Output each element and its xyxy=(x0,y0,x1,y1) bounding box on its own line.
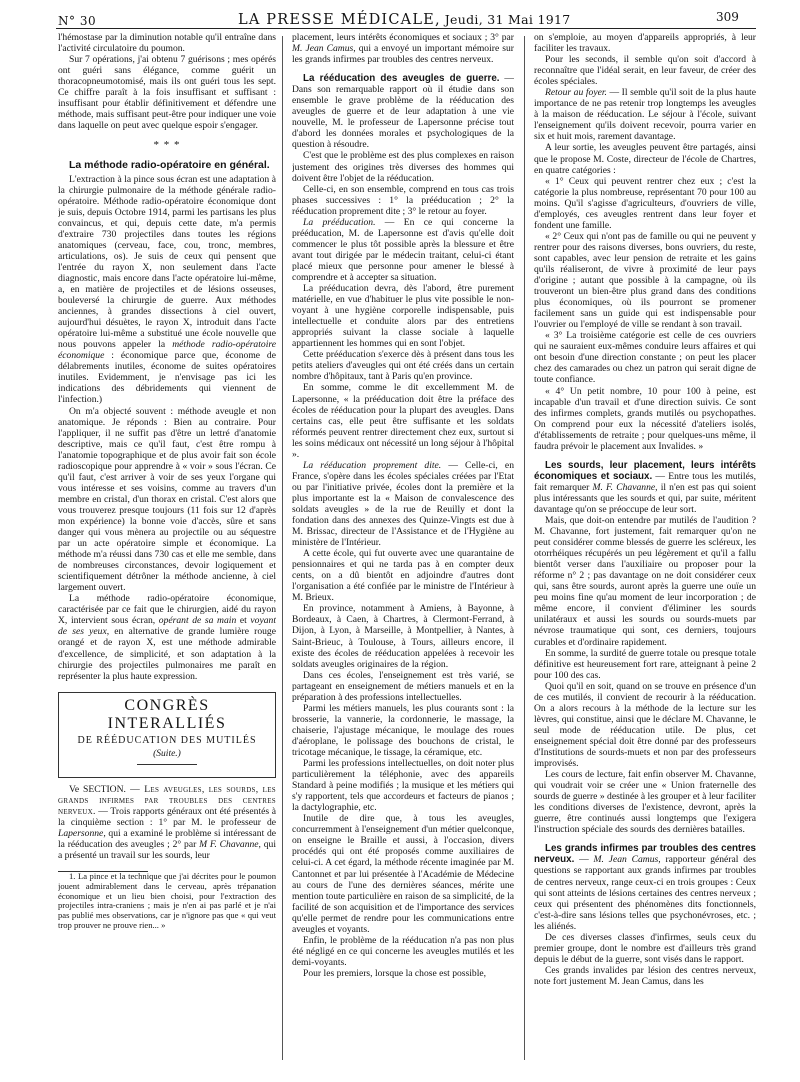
paragraph: La prééducation devra, dès l'abord, être purement matérielle, en vue d'habituer le plus vite possible le non-voyant à une hygiène corporelle indispensable, puis intellectuelle et conduite alors par des entretiens appropriés suivant la classe sociale à laquelle appartiennent les hommes qui en sont l'objet. xyxy=(292,283,514,350)
emphasis: voyant de ses yeux xyxy=(58,615,276,638)
subheading: La prééducation. xyxy=(303,216,376,228)
text: : économique parce que, économe de délabrements inutiles, économe de suites opératoires inutiles. Evidemment, je n'envisage pas ici les indications des débridements qui viennent de l'infection.) xyxy=(58,350,276,406)
text: , en alternative de grande lumière rouge orangé et de rayon X, est une méthode admirable d'excellence, de simplicité, et son adaptation à la chirurgie des projectiles pulmonaires me paraît en représenter la plus haute expression. xyxy=(58,626,276,682)
subheading: La rééducation proprement dite. xyxy=(303,459,442,471)
column-divider xyxy=(524,36,525,1060)
paragraph: Pour les seconds, il semble qu'on soit d'accord à reconnaître que l'idéal serait, en leur faveur, de créer des écoles spéciales. xyxy=(534,54,756,88)
paragraph: On m'a objecté souvent : méthode aveugle et non anatomique. Je réponds : Bien au contraire. Pour l'appliquer, il ne suffit pas d'être un lettré d'anatomie descriptive, mais ce qu'il faut, c'est être rompu à l'anatomie topographique et de plus avoir fait son école radioscopique pour apprendre à « voir » sous l'écran. Ce qu'il faut, c'est arriver à voir de ses yeux l'organe qui vous intéresse et ses voisins, comme au travers d'un membre en cristal, d'un thorax en cristal. C'est alors que vous trouverez presque toujours (11 fois sur 12 d'après mon expérience) la bonne voie d'accès, sûre et sans danger qui vous mènera au projectile ou au séquestre par un acte opératoire simple et économique. La méthode m'a réussi dans 730 cas et elle me semble, dans de nombreuses circonstances, devoir logiquement et scientifiquement détrôner la méthode ancienne, à ciel largement ouvert. xyxy=(58,405,276,594)
paragraph: De ces diverses classes d'infirmes, seuls ceux du premier groupe, dont le nombre est d'ailleurs très grand depuis le début de la guerre, sont visés dans le rapport. xyxy=(534,931,756,965)
text: , qui a envoyé un important mémoire sur les grands infirmes par troubles des centres nerveux. xyxy=(292,43,514,66)
paragraph: C'est que le problème est des plus complexes en raison justement des origines très diverses des hommes qui doivent être l'objet de la rééducation. xyxy=(292,150,514,184)
text: , qui a présenté un travail sur les sourds, leur xyxy=(58,838,276,861)
paragraph: Mais, que doit-on entendre par mutilés de l'audition ? M. Chavanne, fort justement, fait remarquer qu'on ne peut considérer comme blessés de guerre les scléreux, les otorrhéiques récupérés un peu légèrement et qu'il a fallu bientôt verser dans l'auxiliaire ou proposer pour la réforme n° 2 ; pas davantage on ne doit considérer ceux qui, sans être sourds, auront après la guerre une ouïe un peu moins fine qu'au moment de leur incorporation ; de même encore, il convient d'éliminer les sourds unilatéraux et aussi les sourds ou sourds-muets par névrose traumatique qui sont, ces derniers, toujours curables et d'ordinaire rapidement. xyxy=(534,515,756,648)
paragraph xyxy=(534,460,756,515)
column-2 xyxy=(292,32,514,1072)
journal-title xyxy=(238,12,570,28)
paragraph: Pour les premiers, lorsque la chose est possible, xyxy=(303,967,487,979)
paragraph: En somme, comme le dit excellemment M. de Lapersonne, « la prééducation doit être la préface des écoles de rééducation pour la plupart des aveugles. Dans certains cas, elle peut être suffisante et les soldats réformés peuvent rentrer directement chez eux, surtout si les soins médicaux ont nécessité un long séjour à l'hôpital ». xyxy=(292,382,514,460)
congress-subtitle: DE RÉÉDUCATION DES MUTILÉS xyxy=(77,734,257,746)
header-rule xyxy=(56,28,756,29)
section-subject: — Les aveugles, les sourds, les grands infirmes par troubles des centres nerveux. xyxy=(58,783,276,817)
paragraph: Cette prééducation s'exerce dès à présent dans tous les petits ateliers d'aveugles qui ont été créés dans un certain nombre d'hôpitaux, tant à Paris qu'en province. xyxy=(292,349,514,383)
emphasis: M. F. Chavanne xyxy=(592,481,656,493)
congress-title: CONGRÈS INTERALLIÉS xyxy=(107,696,227,732)
text: — xyxy=(574,854,594,866)
text: et xyxy=(236,615,251,627)
paragraph: Sur 7 opérations, j'ai obtenu 7 guérisons ; mes opérés ont guéri sans élégance, comme guérit un thoracopneumotomisé, mais ils ont guéri tous les sept. Ce chiffre paraît à la fois insuffisant et suffisant : insuffisant pour établir définitivement et défendre une méthode, mais suffisant peut-être pour indiquer une voie dans laquelle on peut avec quelque espoir s'engager. xyxy=(58,54,276,132)
text: — Entre tous les mutilés, fait remarquer xyxy=(534,470,756,493)
column-divider xyxy=(282,36,283,1060)
paragraph: A leur sortie, les aveugles peuvent être partagés, ainsi que le propose M. Coste, directeur de l'école de Chartres, en quatre catégories : xyxy=(534,142,756,176)
paragraph: Enfin, le problème de la rééducation n'a pas non plus été négligé en ce qui concerne les aveugles mutilés et les demi-voyants. xyxy=(292,934,514,968)
paragraph: « 4° Un petit nombre, 10 pour 100 à peine, est incapable d'un travail et d'une direction suivis. Ce sont des infirmes complets, grands mutilés ou psychopathes. On comprend pour eux la nécessité d'ateliers isolés, d'établissements de retraite ; pour quelques-uns même, il faudra prévoir le placement aux Invalides. » xyxy=(534,385,756,452)
text: — Celle-ci, en France, s'opère dans les écoles spéciales créées par l'Etat ou par l'initiative privée, écoles dont la première et la plus importante est la « Maison de convalescence des soldats aveugles » de la rue de Reuilly et dont la fondation dans des annexes des Quinze-Vingts est due à M. Brissac, directeur de l'Assistance et de l'Hygiène au ministère de l'Intérieur. xyxy=(292,459,514,549)
text: , il n'en est pas qui soient plus intéressants que les sourds et qui, par suite, méritent davantage qu'on se préoccupe de leur sort. xyxy=(534,481,756,515)
paragraph xyxy=(292,73,514,150)
journal-name: LA PRESSE MÉDICALE, xyxy=(238,12,441,28)
paragraph xyxy=(292,217,514,283)
paragraph: Parmi les métiers manuels, les plus courants sont : la brosserie, la vannerie, la cordonnerie, le massage, la chaiserie, l'ajustage mécanique, le moulage des roues d'aéroplane, le polissage des bouchons de cristal, le tricotage mécanique, le tissage, la céramique, etc. xyxy=(292,702,514,758)
paragraph: Parmi les professions intellectuelles, on doit noter plus particulièrement la téléphonie, avec des appareils Standard à peine modifiés ; la musique et les métiers qui s'y rapportent, tels que accordeurs et facteurs de pianos ; la dactylographie, etc. xyxy=(292,758,514,814)
section-heading: Les grands infirmes par troubles des centres nerveux. xyxy=(534,843,756,866)
emphasis: Lapersonne xyxy=(58,827,104,839)
divider xyxy=(137,764,197,765)
text: — Il semble qu'il soit de la plus haute importance de ne pas retenir trop longtemps les aveugles à la maison de rééducation. Le séjour à l'école, suivant l'enseignement qu'ils doivent recevoir, pourra varier en six et huit mois, rarement davantage. xyxy=(534,87,756,143)
paragraph: Ces grands invalides par lésion des centres nerveux, note fort justement M. Jean Camus, dans les xyxy=(534,964,756,987)
emphasis: M. Jean Camus xyxy=(292,43,354,55)
continued-label: (Suite.) xyxy=(153,748,181,759)
page-number: 309 xyxy=(716,10,739,24)
text: placement, leurs intérêts économiques et sociaux ; 3° par xyxy=(292,32,514,43)
text: — En ce qui concerne la prééducation, M. de Lapersonne est d'avis qu'elle doit commencer le plus tôt possible après la blessure et être avant tout dirigée par le médecin traitant, celui-ci étant placé mieux que personne pour amener le blessé à comprendre et à accepter sa situation. xyxy=(292,216,514,283)
column-3 xyxy=(534,32,756,1072)
subheading: Retour au foyer. xyxy=(545,87,607,99)
text: L'extraction à la pince sous écran est une adaptation à la chirurgie pulmonaire de la méthode générale radio-opératoire. Méthode radio-opératoire économique dont je suis, depuis Octobre 1914, parmi les partisans les plus convaincus, et qui, depuis cette date, m'a permis d'extraire 730 projectiles dans toutes les régions anatomiques (cerveau, face, cou, tronc, membres, articulations, os). Je suis de ceux qui pensent que l'entrée du rayon X, non seulement dans l'acte diagnostic, mais encore dans l'acte opératoire lui-même, a, en matière de projectiles et de lésions osseuses, bouleversé la chirurgie de guerre. Aux méthodes anciennes, à grandes dissections à ciel ouvert, aujourd'hui désuètes, le rayon X, introduit dans l'acte opératoire lui-même a substitué une école nouvelle que nous pouvons appeler la xyxy=(58,173,276,351)
emphasis: opérant de sa main xyxy=(158,615,237,627)
issue-date: Jeudi, 31 Mai 1917 xyxy=(444,12,571,27)
paragraph: Celle-ci, en son ensemble, comprend en tous cas trois phases successives : 1° la prééducation ; 2° la rééducation proprement dite ; 3° le retour au foyer. xyxy=(292,183,514,217)
section-heading: Les sourds, leur placement, leurs intérêts économiques et sociaux. xyxy=(534,459,756,482)
text: , qui a examiné le problème si intéressant de la rééducation des aveugles ; 2° par xyxy=(58,827,276,850)
column-1 xyxy=(58,32,276,1072)
section-heading: La rééducation des aveugles de guerre. xyxy=(303,73,500,85)
congress-title-box xyxy=(58,692,276,778)
text: — Trois rapports généraux ont été présentés à la cinquième section : 1° par M. le professeur de xyxy=(58,805,276,828)
paragraph xyxy=(58,174,276,406)
text: La méthode radio-opératoire économique, caractérisée par ce fait que le chirurgien, aidé du rayon X, intervient sous écran, xyxy=(58,593,276,627)
paragraph: Inutile de dire que, à tous les aveugles, concurremment à l'enseignement d'un métier quelconque, on enseigne le Braille et aussi, à l'occasion, divers procédés qui ont été proposés comme auxiliaires de celui-ci. A cet égard, la méthode récente imaginée par M. Cantonnet et par lui présentée à l'Académie de Médecine au cours de l'une des dernières séances, mérite une mention toute particulière en raison de sa simplicité, de la facilité de son acquisition et de l'importance des services qu'elle permet de rendre pour les communications entre aveugles et voyants. xyxy=(292,813,514,935)
paragraph: « 3° La troisième catégorie est celle de ces ouvriers qui ne sauraient eux-mêmes conduire leurs affaires et qui ont besoin d'une direction constante ; on peut les placer chez des camarades ou chez un patron qui serait digne de toute confiance. xyxy=(534,330,756,386)
paragraph: En somme, la surdité de guerre totale ou presque totale définitive est heureusement fort rare, atteignant à peine 2 pour 100 des cas. xyxy=(534,647,756,681)
page-header xyxy=(0,8,800,30)
paragraph: A cette école, qui fut ouverte avec une quarantaine de pensionnaires et qui ne tarda pas à en compter deux cents, on a dû bientôt en adjoindre d'autres dont l'organisation a été confiée par le ministre de l'Intérieur à M. Brieux. xyxy=(292,548,514,604)
issue-number: N° 30 xyxy=(58,14,97,28)
paragraph xyxy=(292,460,514,548)
paragraph: l'hémostase par la diminution notable qu'il entraîne dans l'activité circulatoire du poumon. xyxy=(58,32,276,55)
paragraph: Dans ces écoles, l'enseignement est très varié, se partageant en enseignement de métiers manuels et en la préparation à des professions intellectuelles. xyxy=(292,669,514,703)
section-separator: * * * xyxy=(153,139,181,152)
paragraph xyxy=(58,784,276,861)
paragraph: Les cours de lecture, fait enfin observer M. Chavanne, qui voudrait voir se créer une « Union fraternelle des sourds de guerre » destinée à les grouper et à leur faciliter les conditions diverses de l'existence, devront, après la guerre, être continués aussi longtemps que l'exigera l'instruction spéciale des sourds des dernières batailles. xyxy=(534,769,756,836)
text: , rapporteur général des questions se rapportant aux grands infirmes par troubles de centres nerveux, range ceux-ci en trois groupes : Ceux qui sont atteints de lésions certaines des centres nerveux ; ceux qui présentent des phénomènes dits fonctionnels, c'est-à-dire sans lésions telles que psychonévroses, etc. ; les aliénés. xyxy=(534,854,756,932)
section-label: Ve SECTION. xyxy=(69,783,126,795)
paragraph: En province, notamment à Amiens, à Bayonne, à Bordeaux, à Caen, à Chartres, à Clermont-Ferrand, à Dijon, à Lyon, à Marseille, à Montpellier, à Nantes, à Saint-Brieuc, à Toulouse, à Tours, ailleurs encore, il existe des écoles de rééducation appelées à recevoir les soldats aveugles originaires de la région. xyxy=(292,603,514,670)
paragraph xyxy=(534,843,756,931)
emphasis: M F. Chavanne xyxy=(199,838,259,850)
emphasis: méthode radio-opératoire économique xyxy=(58,339,276,362)
paragraph: « 2° Ceux qui n'ont pas de famille ou qui ne peuvent y rentrer pour des raisons diverses, bons ouvriers, du reste, sont capables, avec leur pension de retraite et les gains qu'ils réaliseront, de vivre à proximité de leur pays d'origine ; autant que possible à la campagne, où ils trouveront un bien-être plus grand dans des conditions plus économiques, où ils pourront se promener facilement sans un guide qui est indispensable pour l'ouvrier ou l'employé de ville se rendant à son travail. xyxy=(534,230,756,331)
paragraph xyxy=(534,87,756,142)
paragraph: Quoi qu'il en soit, quand on se trouve en présence d'un de ces mutilés, il convient de recourir à la rééducation. On a alors recours à la méthode de la lecture sur les lèvres, qui constitue, ainsi que le déclare M. Chavanne, le seul mode de rééducation utile. De plus, cet enseignement spécial doit être donné par des professeurs d'Institutions de sourds-muets et non par des professeurs improvisés. xyxy=(534,680,756,770)
paragraph: « 1° Ceux qui peuvent rentrer chez eux ; c'est la catégorie la plus nombreuse, représentant 70 pour 100 au moins. Qu'il s'agisse d'agriculteurs, d'ouvriers de ville, d'employés, ces aveugles rentrent dans leur foyer et fondent une famille. xyxy=(534,175,756,231)
footnote: 1. La pince et la technique que j'ai décrites pour le poumon jouent admirablement dans le cerveau, après trépanation économique et un lieu bien choisi, pour l'extraction des projectiles intra-craniens ; mais je n'en ai pas parlé et je n'ai pas publié mes observations, car je n'ignore pas que « qui veut trop prouver ne prouve rien... » xyxy=(58,871,276,931)
paragraph: on s'emploie, au moyen d'appareils appropriés, à leur faciliter les travaux. xyxy=(534,32,756,55)
text: — Dans son remarquable rapport où il étudie dans son ensemble le grave problème de la rééducation des aveugles de guerre et de leur adaptation à une vie nouvelle, M. le professeur de Lapersonne précise tout d'abord les données morales et psychologiques de la question à résoudre. xyxy=(292,73,514,151)
emphasis: M. Jean Camus xyxy=(593,854,659,866)
paragraph xyxy=(292,32,514,65)
section-heading: La méthode radio-opératoire en général. xyxy=(69,159,270,172)
paragraph xyxy=(58,593,276,681)
